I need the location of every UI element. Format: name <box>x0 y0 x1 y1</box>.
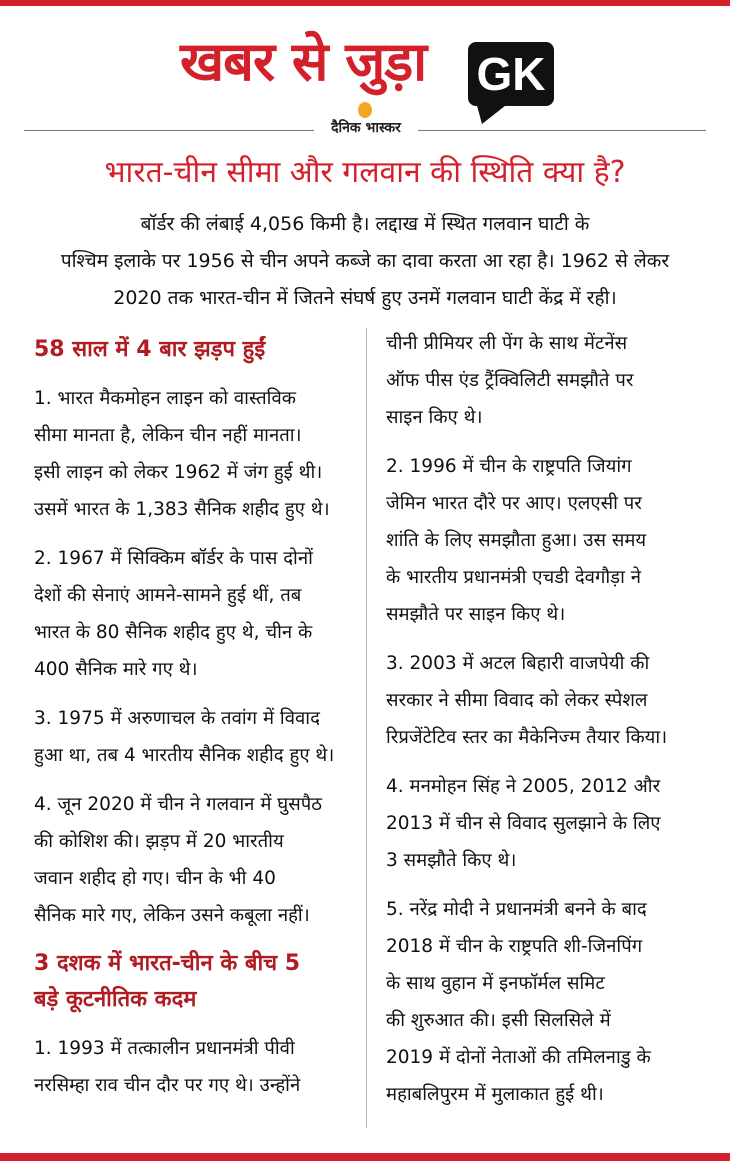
brand-logo: दैनिक भास्कर <box>331 120 401 136</box>
text-line: जेमिन भारत दौरे पर आए। एलएसी पर <box>386 493 642 514</box>
text-line: 3. 1975 में अरुणाचल के तवांग में विवाद <box>34 708 320 729</box>
text-line: रिप्रजेंटेटिव स्तर का मैकेनिज्म तैयार किया। <box>386 727 668 748</box>
text-line: बड़े कूटनीतिक कदम <box>34 987 197 1012</box>
text-line: 2013 में चीन से विवाद सुलझाने के लिए <box>386 813 661 834</box>
paragraph <box>386 891 716 1113</box>
paragraph <box>34 1030 354 1104</box>
text-line: 2. 1996 में चीन के राष्ट्रपति जियांग <box>386 456 632 477</box>
left-column <box>34 330 354 1116</box>
top-accent-bar <box>0 0 730 6</box>
text-line: 4. मनमोहन सिंह ने 2005, 2012 और <box>386 776 661 797</box>
text-line: सीमा मानता है, लेकिन चीन नहीं मानता। <box>34 425 302 446</box>
intro-line: 2020 तक भारत-चीन में जितने संघर्ष हुए उनमें गलवान घाटी केंद्र में रही। <box>113 287 617 309</box>
text-line: भारत के 80 सैनिक शहीद हुए थे, चीन के <box>34 622 313 643</box>
text-line: 400 सैनिक मारे गए थे। <box>34 659 198 680</box>
intro-line: पश्चिम इलाके पर 1956 से चीन अपने कब्जे का दावा करता आ रहा है। 1962 से लेकर <box>60 250 670 272</box>
text-line: 2019 में दोनों नेताओं की तमिलनाडु के <box>386 1047 651 1068</box>
text-line: 3 समझौते किए थे। <box>386 850 517 871</box>
text-line: समझौते पर साइन किए थे। <box>386 604 566 625</box>
text-line: हुआ था, तब 4 भारतीय सैनिक शहीद हुए थे। <box>34 745 335 766</box>
text-line: 3. 2003 में अटल बिहारी वाजपेयी की <box>386 653 650 674</box>
right-column <box>386 325 716 1125</box>
text-line: 4. जून 2020 में चीन ने गलवान में घुसपैठ <box>34 794 322 815</box>
gk-speech-bubble-logo: GK <box>468 42 554 106</box>
intro-text <box>0 206 730 317</box>
sun-dot-icon <box>358 102 372 118</box>
paragraph <box>386 448 716 633</box>
text-line: महाबलिपुरम में मुलाकात हुई थी। <box>386 1084 604 1105</box>
text-line: देशों की सेनाएं आमने-सामने हुई थीं, तब <box>34 585 302 606</box>
text-line: 1. भारत मैकमोहन लाइन को वास्तविक <box>34 388 296 409</box>
divider-left <box>24 130 314 131</box>
paragraph <box>386 325 716 436</box>
text-line: 1. 1993 में तत्कालीन प्रधानमंत्री पीवी <box>34 1038 295 1059</box>
paragraph <box>34 380 354 528</box>
paragraph <box>34 540 354 688</box>
text-line: ऑफ पीस एंड ट्रैंक्विलिटी समझौते पर <box>386 370 634 391</box>
speech-bubble-tail-icon <box>476 102 510 124</box>
masthead-title: खबर से जुड़ा <box>180 30 427 93</box>
masthead <box>0 22 730 112</box>
section-heading <box>34 946 354 1018</box>
paragraph <box>34 786 354 934</box>
text-line: शांति के लिए समझौता हुआ। उस समय <box>386 530 647 551</box>
text-line: 3 दशक में भारत-चीन के बीच 5 <box>34 951 301 976</box>
paragraph <box>34 700 354 774</box>
column-divider <box>366 328 367 1128</box>
text-line: चीनी प्रीमियर ली पेंग के साथ मेंटनेंस <box>386 333 628 354</box>
paragraph <box>386 645 716 756</box>
divider-right <box>418 130 706 131</box>
text-line: 2. 1967 में सिक्किम बॉर्डर के पास दोनों <box>34 548 313 569</box>
text-line: साइन किए थे। <box>386 407 483 428</box>
text-line: की कोशिश की। झड़प में 20 भारतीय <box>34 831 284 852</box>
text-line: 5. नरेंद्र मोदी ने प्रधानमंत्री बनने के बाद <box>386 899 647 920</box>
text-line: सैनिक मारे गए, लेकिन उसने कबूला नहीं। <box>34 905 310 926</box>
text-line: 2018 में चीन के राष्ट्रपति शी-जिनपिंग <box>386 936 643 957</box>
intro-line: बॉर्डर की लंबाई 4,056 किमी है। लद्दाख में स्थित गलवान घाटी के <box>140 213 590 235</box>
text-line: के भारतीय प्रधानमंत्री एचडी देवगौड़ा ने <box>386 567 642 588</box>
page-title: भारत-चीन सीमा और गलवान की स्थिति क्या है? <box>104 155 626 190</box>
bottom-accent-bar <box>0 1153 730 1161</box>
paragraph <box>386 768 716 879</box>
text-line: की शुरुआत की। इसी सिलसिले में <box>386 1010 611 1031</box>
text-line: इसी लाइन को लेकर 1962 में जंग हुई थी। <box>34 462 323 483</box>
text-line: 58 साल में 4 बार झड़प हुईं <box>34 337 266 362</box>
text-line: उसमें भारत के 1,383 सैनिक शहीद हुए थे। <box>34 499 330 520</box>
text-line: नरसिम्हा राव चीन दौर पर गए थे। उन्होंने <box>34 1075 301 1096</box>
text-line: सरकार ने सीमा विवाद को लेकर स्पेशल <box>386 690 648 711</box>
text-line: के साथ वुहान में इनफॉर्मल समिट <box>386 973 605 994</box>
text-line: जवान शहीद हो गए। चीन के भी 40 <box>34 868 276 889</box>
section-heading <box>34 332 354 368</box>
